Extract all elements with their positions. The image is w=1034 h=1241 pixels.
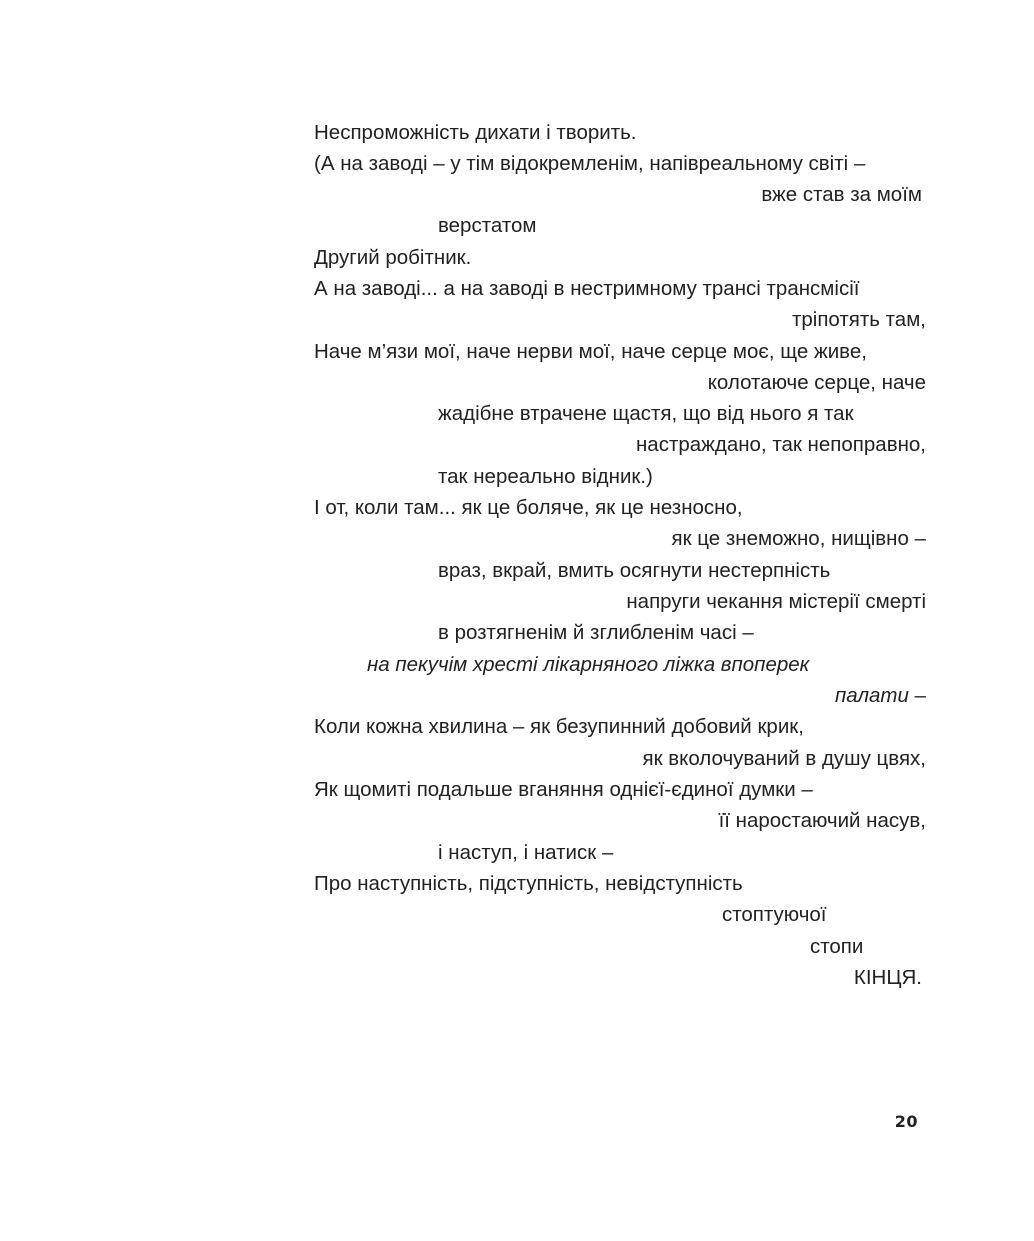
poem-line: її наростаючий насув, [718,809,926,832]
poem-line: (А на заводі – у тім відокремленім, напівреальному світі – [314,152,866,175]
poem-line: жадібне втрачене щастя, що від нього я так [438,402,854,425]
poem-line: так нереально відник.) [438,465,653,488]
poem-line: І от, коли там... як це боляче, як це незносно, [314,496,743,519]
poem-line: настраждано, так непоправно, [635,433,926,456]
poem-line: як вколочуваний в душу цвях, [642,747,926,770]
poem-line: враз, вкрай, вмить осягнути нестерпність [438,559,831,582]
poem-line: КІНЦЯ. [853,966,922,989]
poem-line: А на заводі... а на заводі в нестримному трансі трансмісії [314,277,860,300]
poem-line: як це знеможно, нищівно – [671,527,926,550]
poem-line: вже став за моїм [761,183,922,206]
poem-line: Неспроможність дихати і творить. [314,121,637,144]
poem-line: стопи [810,935,864,958]
poem-line: тріпотять там, [791,308,926,331]
poem-line: Другий робітник. [314,246,472,269]
poem-line: в розтягненім й зглибленім часі – [438,621,754,644]
poem-line: Наче м’язи мої, наче нерви мої, наче серце моє, ще живе, [314,340,867,363]
poem-line: Як щомиті подальше вганяння однієї-єдиної думки – [314,778,813,801]
poem-line: і наступ, і натиск – [438,841,614,864]
poem-line: Коли кожна хвилина – як безупинний добовий крик, [314,715,804,738]
poem-line: палати – [835,684,926,707]
poem-line: стоптуючої [722,903,827,926]
poem-line: на пекучім хресті лікарняного ліжка впоперек [367,653,810,676]
poem-line: верстатом [438,214,537,237]
poem-line: колотаюче серце, наче [707,371,926,394]
page-number: 20 [894,1112,918,1131]
poem-line: Про наступність, підступність, невідступність [314,872,743,895]
poem-line: напруги чекання містерії смерті [626,590,926,613]
